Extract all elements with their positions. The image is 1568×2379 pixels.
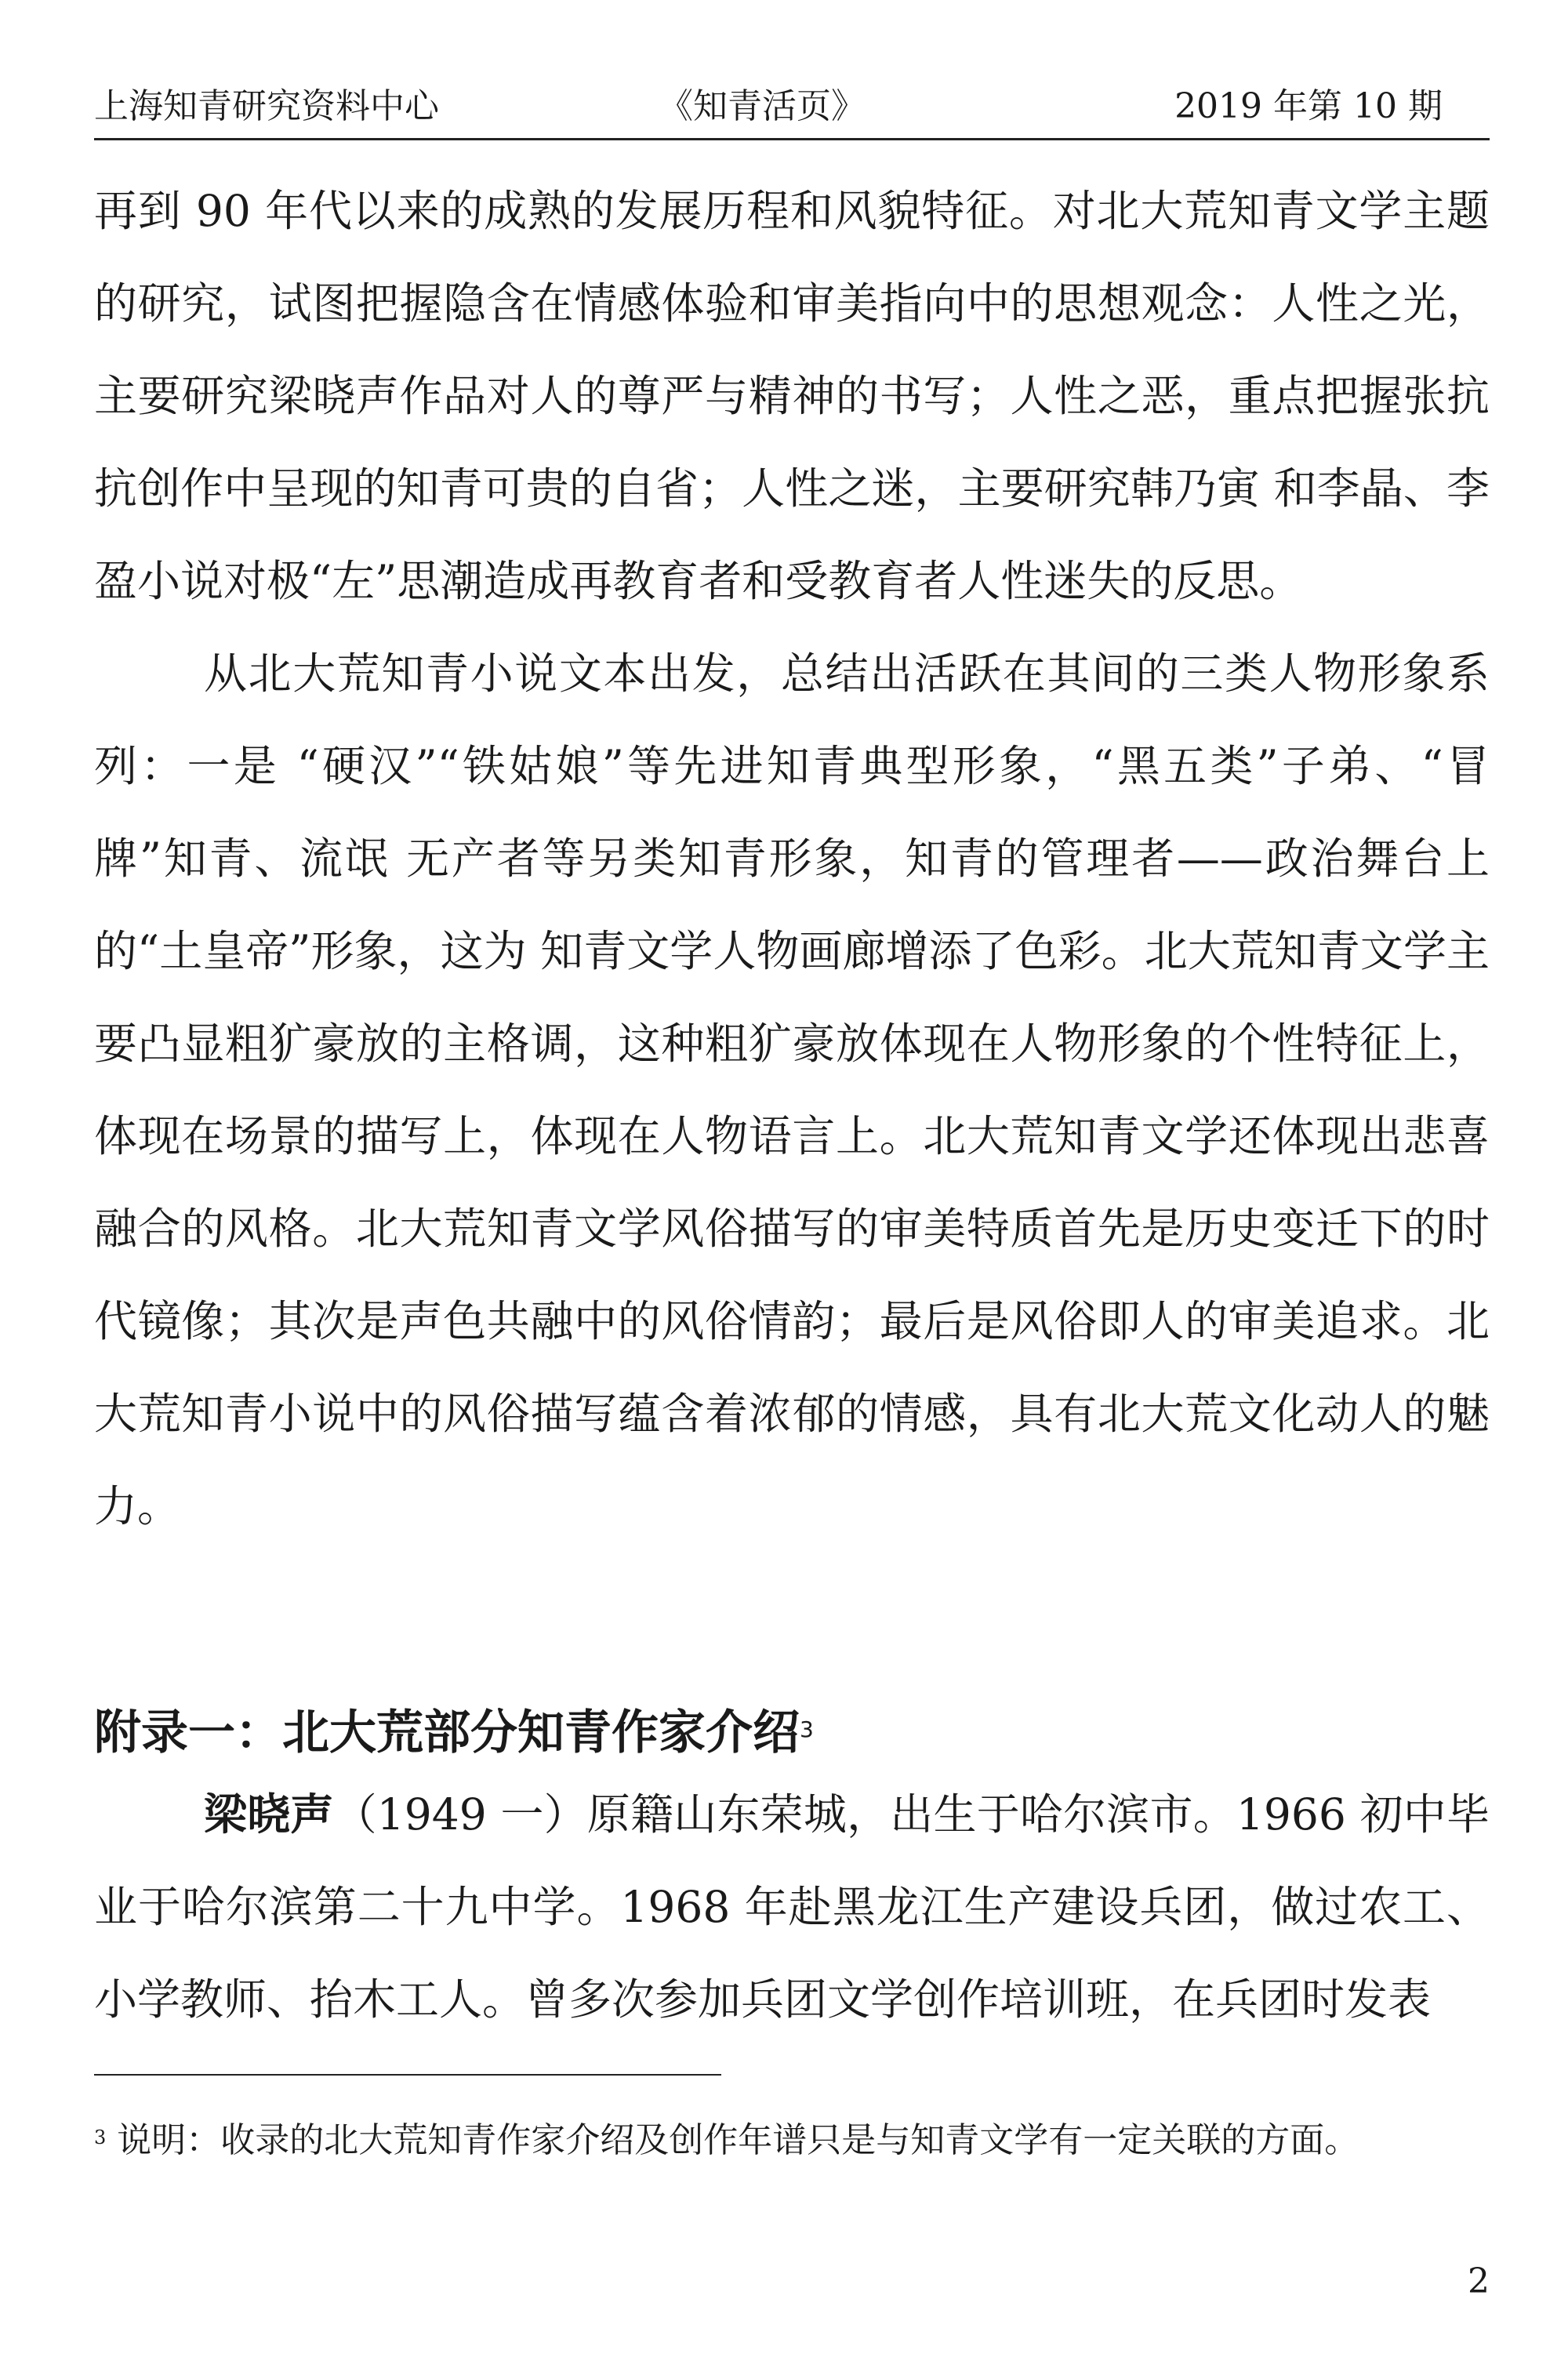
appendix-heading-text: 附录一：北大荒部分知青作家介绍 <box>94 1705 800 1760</box>
author-entry <box>94 1768 1490 2046</box>
footnote <box>94 2105 1490 2176</box>
footnote-text: 说明：收录的北大荒知青作家介绍及创作年谱只是与知青文学有一定关联的方面。 <box>117 2120 1359 2160</box>
header-divider <box>94 138 1490 140</box>
appendix-entry <box>94 1768 1490 2046</box>
author-bio: （1949 一）原籍山东荣城，出生于哈尔滨市。1966 初中毕业于哈尔滨第二十九中学。1968 年赴黑龙江生产建设兵团，做过农工、小学教师、抬木工人。曾多次参加兵团文学创作培训班，在兵团时发表 <box>94 1789 1490 2025</box>
main-text <box>94 165 1490 1553</box>
author-name: 梁晓声 <box>204 1789 334 1840</box>
footnote-divider <box>94 2074 721 2076</box>
page-header <box>94 75 1490 138</box>
header-organization: 上海知青研究资料中心 <box>94 86 439 126</box>
page-number: 2 <box>1468 2261 1490 2301</box>
header-publication-title: 《知青活页》 <box>659 86 866 126</box>
footnote-reference: 3 <box>800 1716 814 1742</box>
paragraph-character-types: 从北大荒知青小说文本出发，总结出活跃在其间的三类人物形象系列：一是 “硬汉”“铁姑娘”等先进知青典型形象，“黑五类”子弟、“冒牌”知青、流氓 无产者等另类知青形象，知青的管理者——政治舞台上的“土皇帝”形象，这为 知青文学人物画廊增添了色彩。北大荒知青文学主要凸显粗犷豪放的主格调，这种粗犷豪放体现在人物形象的个性特征上，体现在场景的描写上，体现在人物语言上。北大荒知青文学还体现出悲喜融合的风格。北大荒知青文学风俗描写的审美特质首先是历史变迁下的时代镜像；其次是声色共融中的风俗情韵；最后是风俗即人的审美追求。北大荒知青小说中的风俗描写蕴含着浓郁的情感，具有北大荒文化动人的魅力。 <box>94 648 1490 1531</box>
paragraph-continued: 再到 90 年代以来的成熟的发展历程和风貌特征。对北大荒知青文学主题的研究，试图把握隐含在情感体验和审美指向中的思想观念：人性之光，主要研究梁晓声作品对人的尊严与精神的书写；人性之恶，重点把握张抗抗创作中呈现的知青可贵的自省；人性之迷，主要研究韩乃寅 和李晶、李盈小说对极“左”思潮造成再教育者和受教育者人性迷失的反思。 <box>94 186 1490 606</box>
footnote-marker: 3 <box>94 2127 107 2148</box>
appendix-heading <box>94 1694 1490 1772</box>
header-issue: 2019 年第 10 期 <box>1174 86 1443 126</box>
